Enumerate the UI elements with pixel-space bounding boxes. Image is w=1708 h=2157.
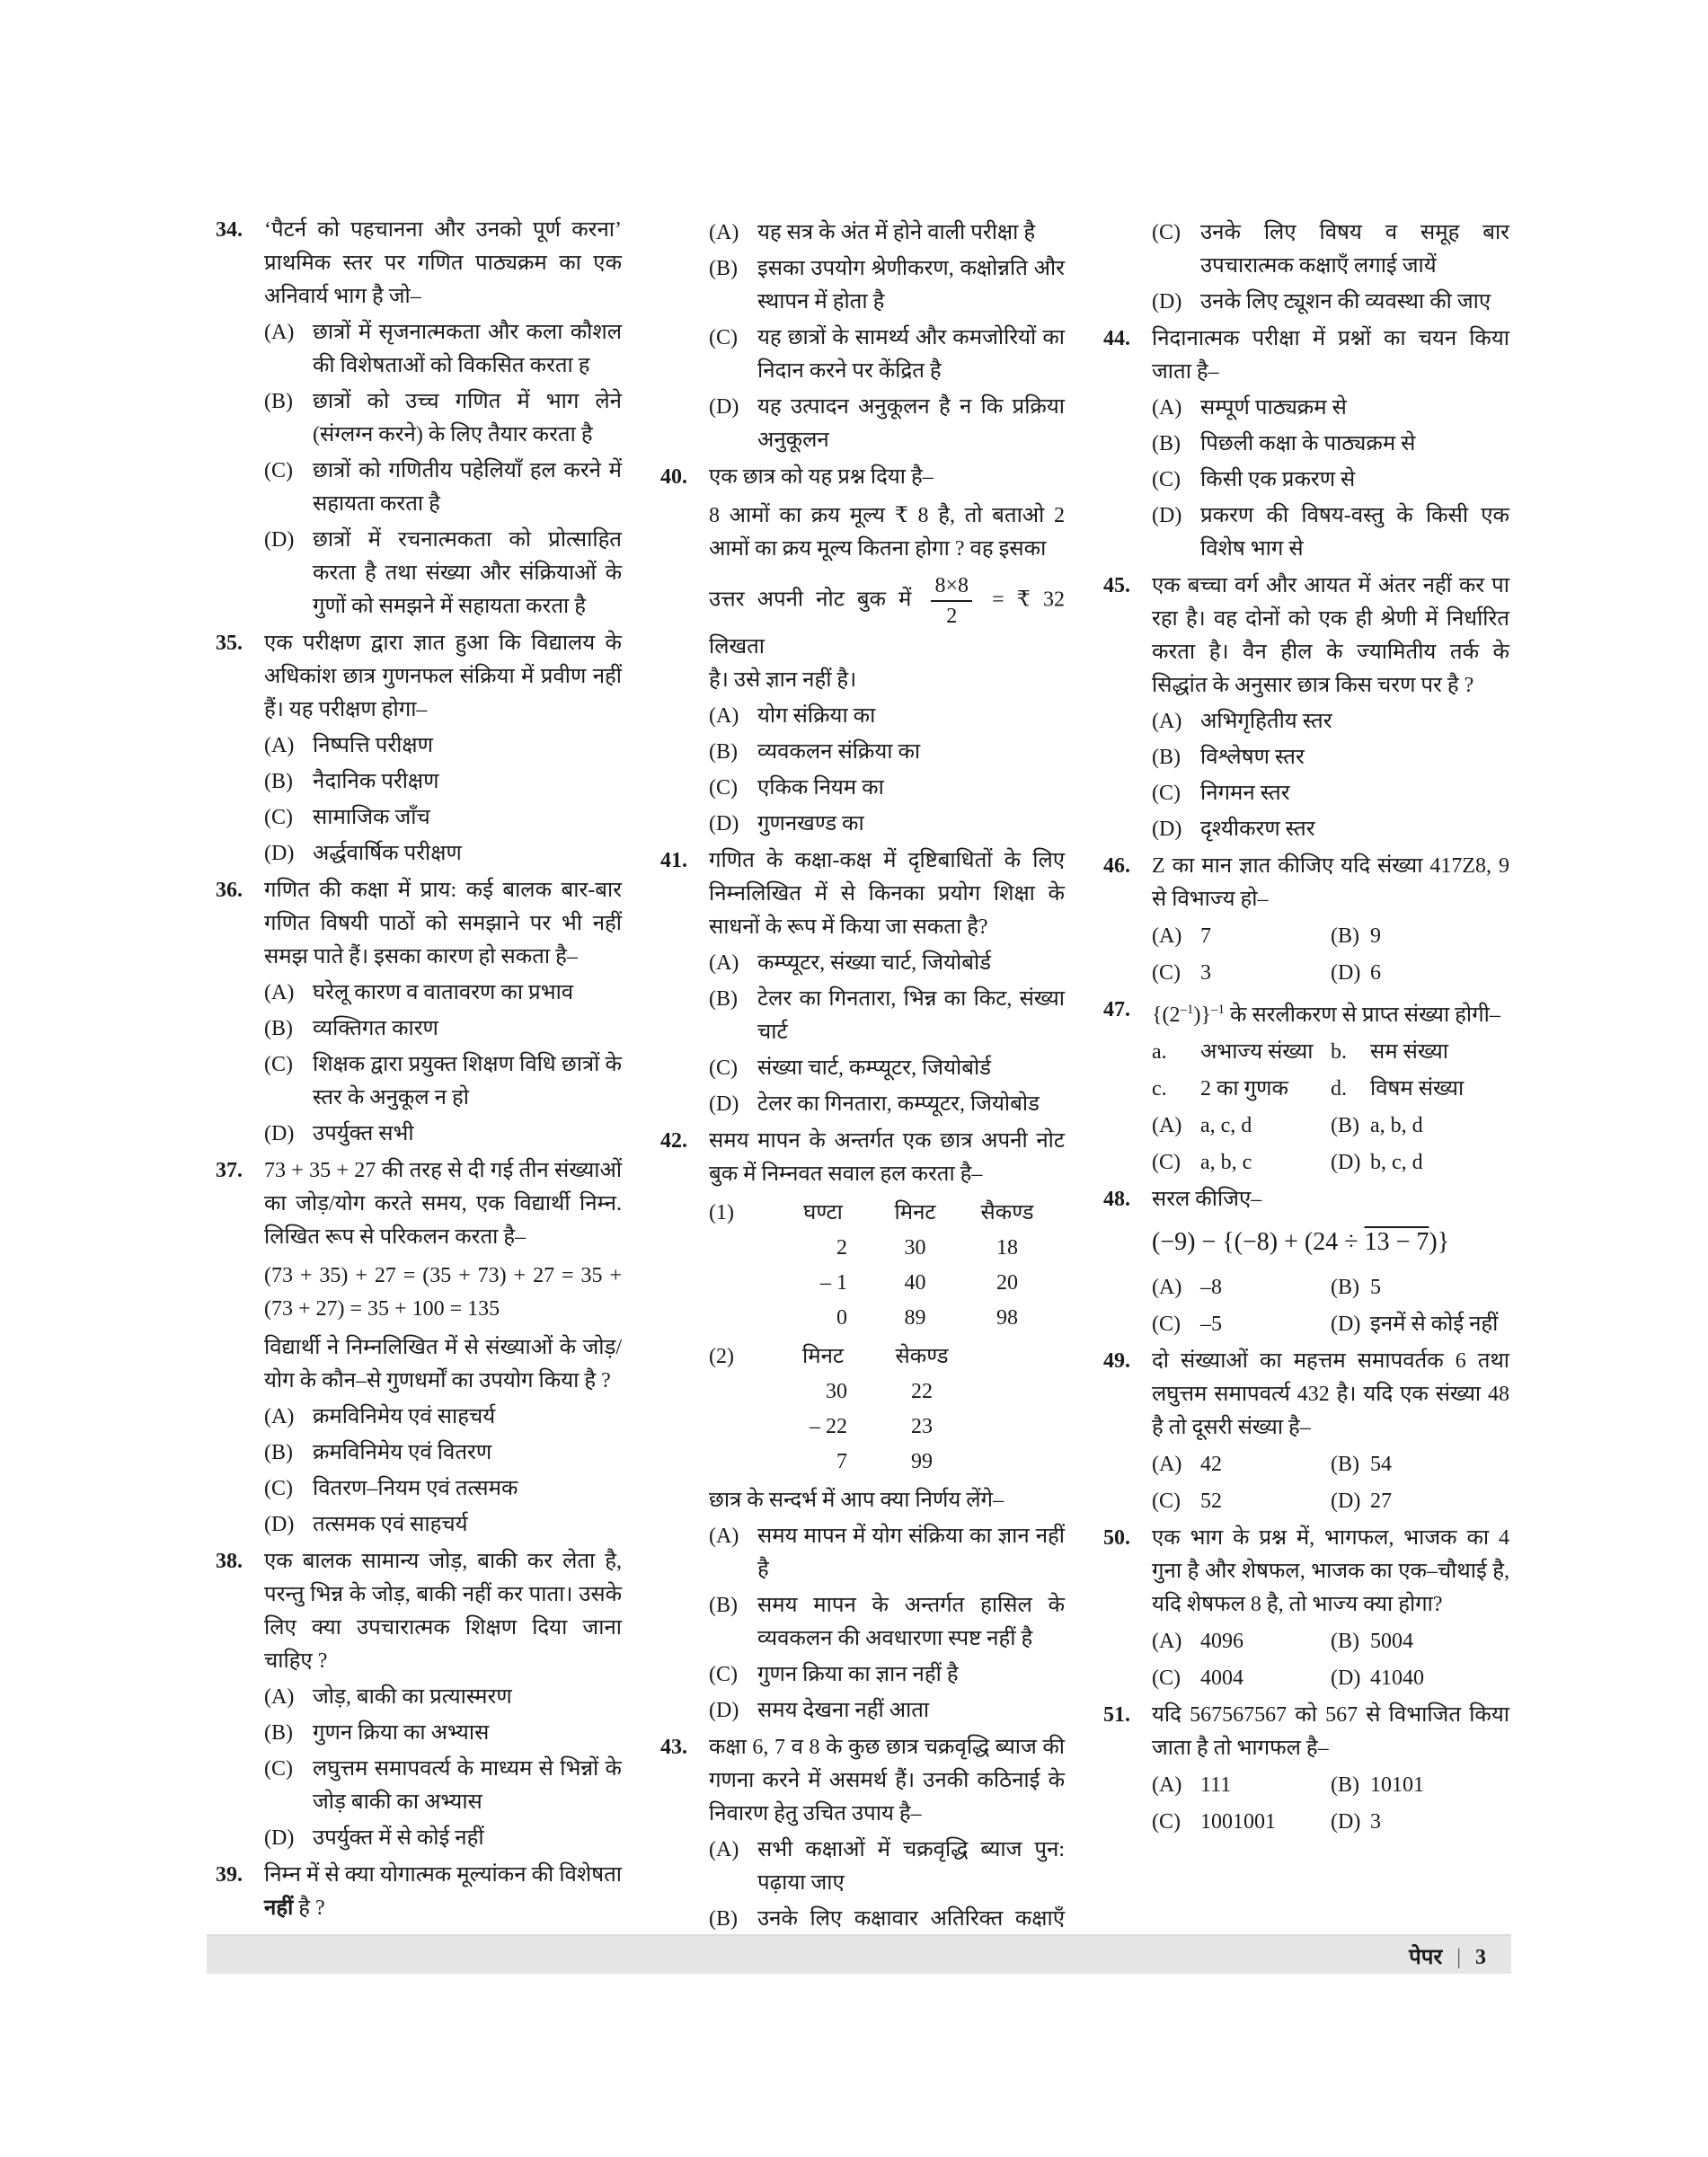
question-subtext: छात्र के सन्दर्भ में आप क्या निर्णय लेंगे– <box>709 1489 1004 1512</box>
option-c[interactable]: (C) छात्रों को गणितीय पहेलियाँ हल करने में सहायता करता है <box>264 459 622 516</box>
statement-d: d. विषम संख्या <box>1331 1077 1465 1101</box>
question-text: $\{(2^{-1})\}^{-1}$ के सरलीकरण से प्राप्त संख्या होगी– <box>1152 1003 1500 1027</box>
column-3 <box>1103 214 1509 1843</box>
question-text: यदि 567567567 को 567 से विभाजित किया जाता है तो भागफल है– <box>1152 1703 1509 1760</box>
statements-grid <box>1152 1036 1509 1106</box>
question-number: 48. <box>1103 1188 1130 1211</box>
column-2 <box>660 214 1065 1973</box>
option-a[interactable]: (A) कम्प्यूटर, संख्या चार्ट, जियोबोर्ड <box>709 951 992 975</box>
question-text: गणित की कक्षा में प्राय: कई बालक बार-बार गणित विषयी पाठों को समझाने पर भी नहीं समझ पाते हैं। इसका कारण हो सकता है– <box>264 879 622 968</box>
options-grid <box>1152 1769 1509 1839</box>
option-a[interactable]: (A) समय मापन में योग संक्रिया का ज्ञान नहीं है <box>709 1525 1065 1581</box>
footer-separator: | <box>1456 1946 1461 1969</box>
option-b[interactable]: (B) क्रमविनिमेय एवं वितरण <box>264 1441 492 1464</box>
option-d[interactable]: (D) दृश्यीकरण स्तर <box>1152 818 1315 841</box>
option-d[interactable]: (D) 41040 <box>1331 1666 1424 1690</box>
question-number: 50. <box>1103 1526 1130 1550</box>
option-b[interactable]: (B) 10101 <box>1331 1773 1424 1797</box>
question-49 <box>1103 1345 1509 1518</box>
option-b[interactable]: (B) इसका उपयोग श्रेणीकरण, कक्षोन्नति और स्थापन में होता है <box>709 257 1065 314</box>
question-text: एक बच्चा वर्ग और आयत में अंतर नहीं कर पा रहा है। वह दोनों को एक ही श्रेणी में निर्धारित करता है। वैन हील के ज्यामितीय तर्क के सिद्धांत के अनुसार छात्र किस चरण पर है ? <box>1152 574 1509 697</box>
question-text: निदानात्मक परीक्षा में प्रश्नों का चयन किया जाता है– <box>1152 327 1509 384</box>
option-c[interactable]: (C) 1001001 <box>1152 1810 1276 1834</box>
option-a[interactable]: (A) यह सत्र के अंत में होने वाली परीक्षा है <box>709 221 1036 244</box>
fraction-numerator: 8×8 <box>931 571 972 602</box>
question-subtext: विद्यार्थी ने निम्नलिखित में से संख्याओं के जोड़/योग के कौन–से गुणधर्मों का उपयोग किया है ? <box>264 1336 622 1392</box>
fraction-denominator: 2 <box>946 605 958 628</box>
option-d[interactable]: (D) उपर्युक्त सभी <box>264 1122 414 1145</box>
table-cell: 23 <box>911 1415 933 1438</box>
option-a[interactable]: (A) क्रमविनिमेय एवं साहचर्य <box>264 1405 496 1428</box>
paper-label: पेपर <box>1409 1946 1443 1969</box>
option-b[interactable]: (B) 5 <box>1331 1276 1381 1299</box>
question-37 <box>216 1154 622 1542</box>
question-text: एक बालक सामान्य जोड़, बाकी कर लेता है, परन्तु भिन्न के जोड़, बाकी नहीं कर पाता। उसके लिए क्या उपचारात्मक शिक्षण दिया जाना चाहिए ? <box>264 1550 622 1673</box>
option-b[interactable]: (B) टेलर का गिनतारा, भिन्न का किट, संख्या चार्ट <box>709 987 1065 1044</box>
expression: (−9) − {(−8) + (24 ÷ 13 − 7)} <box>1152 1228 1450 1256</box>
option-b[interactable]: (B) a, b, d <box>1331 1114 1423 1137</box>
question-number: 38. <box>216 1550 243 1573</box>
option-c[interactable]: (C) लघुत्तम समापवर्त्य के माध्यम से भिन्नों के जोड़ बाकी का अभ्यास <box>264 1757 622 1814</box>
options-grid <box>1152 1448 1509 1518</box>
question-text: Z का मान ज्ञात कीजिए यदि संख्या 417Z8, 9 से विभाज्य हो– <box>1152 854 1509 911</box>
option-d[interactable]: (D) 6 <box>1331 961 1381 985</box>
question-number: 34. <box>216 218 243 242</box>
footer-label <box>1409 1941 1486 1971</box>
option-b[interactable]: (B) गुणन क्रिया का अभ्यास <box>264 1721 490 1745</box>
option-a[interactable]: (A) घरेलू कारण व वातावरण का प्रभाव <box>264 981 574 1004</box>
question-number: 44. <box>1103 327 1130 350</box>
question-39-options <box>660 217 1065 457</box>
table-cell: 30 <box>826 1380 847 1403</box>
question-fraction-line: उत्तर अपनी नोट बुक में $\frac{8\times 8}{2}$ = ₹ 32 लिखता <box>709 571 1065 664</box>
question-number: 46. <box>1103 854 1130 878</box>
table-cell: 7 <box>836 1450 847 1473</box>
option-d[interactable]: (D) समय देखना नहीं आता <box>709 1699 930 1722</box>
option-b[interactable]: (B) नैदानिक परीक्षण <box>264 770 439 793</box>
option-d[interactable]: (D) टेलर का गिनतारा, कम्प्यूटर, जियोबोड <box>709 1092 1040 1116</box>
question-43-options-cont <box>1103 217 1509 319</box>
option-d[interactable]: (D) यह उत्पादन अनुकूलन है न कि प्रक्रिया अनुकूलन <box>709 395 1065 452</box>
statement-a: a. अभाज्य संख्या <box>1152 1040 1314 1064</box>
question-38 <box>216 1545 622 1855</box>
option-b[interactable]: (B) छात्रों को उच्च गणित में भाग लेने (संग्लग्न करने) के लिए तैयार करता है <box>264 390 622 446</box>
option-a[interactable]: (A) अभिगृहितीय स्तर <box>1152 710 1332 733</box>
question-text: एक छात्र को यह प्रश्न दिया है– <box>709 465 934 489</box>
question-40 <box>660 461 1065 841</box>
question-text: समय मापन के अन्तर्गत एक छात्र अपनी नोट बुक में निम्नवत सवाल हल करता है– <box>709 1129 1065 1186</box>
page-footer <box>207 1934 1511 1974</box>
table-header: मिनट <box>802 1345 844 1368</box>
options-grid <box>1152 1109 1509 1180</box>
option-a[interactable]: (A) a, c, d <box>1152 1114 1252 1137</box>
option-c[interactable]: (C) सामाजिक जाँच <box>264 806 430 829</box>
question-number: 36. <box>216 879 243 902</box>
option-a[interactable]: (A) योग संक्रिया का <box>709 704 876 728</box>
question-number: 40. <box>660 465 687 489</box>
question-39 <box>216 1859 622 1925</box>
table-cell: 40 <box>904 1271 926 1295</box>
option-c[interactable]: (C) –5 <box>1152 1313 1222 1336</box>
question-subtext: 8 आमों का क्रय मूल्य ₹ 8 है, तो बताओ 2 आमों का क्रय मूल्य कितना होगा ? वह इसका <box>709 504 1065 561</box>
option-d[interactable]: (D) उपर्युक्त में से कोई नहीं <box>264 1826 484 1850</box>
question-number: 49. <box>1103 1349 1130 1373</box>
options-grid <box>1152 920 1509 990</box>
question-number: 43. <box>660 1736 687 1759</box>
time-table-1 <box>709 1197 1065 1335</box>
options-grid <box>1152 1625 1509 1695</box>
fraction <box>931 571 972 631</box>
option-a[interactable]: (A) सभी कक्षाओं में चक्रवृद्धि ब्याज पुन: पढ़ाया जाए <box>709 1838 1065 1895</box>
table-cell: 99 <box>911 1450 933 1473</box>
option-a[interactable]: (A) –8 <box>1152 1276 1222 1299</box>
option-b[interactable]: (B) समय मापन के अन्तर्गत हासिल के व्यवकलन की अवधारणा स्पष्ट नहीं है <box>709 1594 1065 1650</box>
statement-c: c. 2 का गुणक <box>1152 1077 1288 1101</box>
column-1 <box>216 214 622 1929</box>
option-c[interactable]: (C) संख्या चार्ट, कम्प्यूटर, जियोबोर्ड <box>709 1056 992 1080</box>
option-b[interactable]: (B) विश्लेषण स्तर <box>1152 746 1305 769</box>
option-b[interactable]: (B) 5004 <box>1331 1630 1413 1653</box>
table-cell: 22 <box>911 1380 933 1403</box>
question-text: ‘पैटर्न को पहचानना और उनको पूर्ण करना’ प्राथमिक स्तर पर गणित पाठ्यक्रम का एक अनिवार्य भाग है जो– <box>264 218 622 308</box>
option-d[interactable]: (D) इनमें से कोई नहीं <box>1331 1313 1499 1336</box>
expression: $\{(2^{-1})\}^{-1}$ <box>1152 1003 1226 1027</box>
option-b[interactable]: (B) 54 <box>1331 1453 1392 1476</box>
question-36 <box>216 874 622 1151</box>
table-cell: – 22 <box>810 1415 847 1438</box>
table-cell: 98 <box>996 1306 1018 1330</box>
option-c[interactable]: (C) वितरण–नियम एवं तत्समक <box>264 1477 518 1500</box>
question-48 <box>1103 1183 1509 1341</box>
option-c[interactable]: (C) एकिक नियम का <box>709 776 884 800</box>
option-b[interactable]: (B) व्यक्तिगत कारण <box>264 1017 438 1040</box>
option-a[interactable]: (A) 42 <box>1152 1453 1222 1476</box>
option-b[interactable]: (B) व्यवकलन संक्रिया का <box>709 740 921 764</box>
question-number: 47. <box>1103 998 1130 1021</box>
option-a[interactable]: (A) छात्रों में सृजनात्मकता और कला कौशल की विशेषताओं को विकसित करता ह <box>264 321 622 377</box>
table-cell: 20 <box>996 1271 1018 1295</box>
option-b[interactable]: (B) उनके लिए कक्षावार अतिरिक्त कक्षाएँ <box>709 1907 1065 1931</box>
question-46 <box>1103 850 1509 990</box>
question-number: 51. <box>1103 1703 1130 1727</box>
equation: (73 + 35) + 27 = (35 + 73) + 27 = 35 + (73 + 27) = 35 + 100 = 135 <box>264 1264 622 1321</box>
option-d[interactable]: (D) अर्द्धवार्षिक परीक्षण <box>264 842 462 865</box>
table-cell: 0 <box>836 1306 847 1330</box>
option-c[interactable]: (C) किसी एक प्रकरण से <box>1152 468 1356 491</box>
option-d[interactable]: (D) 3 <box>1331 1810 1381 1834</box>
option-c[interactable]: (C) 3 <box>1152 961 1211 985</box>
question-50 <box>1103 1522 1509 1695</box>
option-a[interactable]: (A) 7 <box>1152 924 1211 948</box>
question-44 <box>1103 323 1509 566</box>
question-number: 37. <box>216 1159 243 1182</box>
table-header: सैकण्ड <box>980 1201 1034 1224</box>
table-label: (1) <box>709 1201 734 1224</box>
option-c[interactable]: (C) उनके लिए विषय व समूह बार उपचारात्मक कक्षाएँ लगाई जायें <box>1152 221 1509 278</box>
question-42 <box>660 1125 1065 1728</box>
option-d[interactable]: (D) 27 <box>1331 1490 1392 1513</box>
table-label: (2) <box>709 1345 734 1368</box>
question-text: सरल कीजिए– <box>1152 1188 1262 1211</box>
table-header: घण्टा <box>803 1201 843 1224</box>
question-number: 41. <box>660 849 687 872</box>
table-cell: – 1 <box>820 1271 847 1295</box>
option-c[interactable]: (C) a, b, c <box>1152 1151 1252 1174</box>
question-text: निम्न में से क्या योगात्मक मूल्यांकन की विशेषता नहीं है ? <box>264 1863 622 1920</box>
question-subtext: है। उसे ज्ञान नहीं है। <box>709 668 857 692</box>
option-d[interactable]: (D) छात्रों में रचनात्मकता को प्रोत्साहित करता है तथा संख्या और संक्रियाओं के गुणों को समझने में सहायता करता है <box>264 528 622 618</box>
option-d[interactable]: (D) b, c, d <box>1331 1151 1423 1174</box>
option-b[interactable]: (B) पिछली कक्षा के पाठ्यक्रम से <box>1152 432 1416 455</box>
question-35 <box>216 627 622 871</box>
table-header: मिनट <box>894 1201 936 1224</box>
page-number: 3 <box>1475 1946 1486 1969</box>
option-a[interactable]: (A) 4096 <box>1152 1630 1243 1653</box>
question-number: 45. <box>1103 574 1130 597</box>
options-grid <box>1152 1271 1509 1341</box>
option-d[interactable]: (D) तत्समक एवं साहचर्य <box>264 1513 468 1536</box>
table-cell: 89 <box>904 1306 926 1330</box>
option-c[interactable]: (C) यह छात्रों के सामर्थ्य और कमजोरियों का निदान करने पर केंद्रित है <box>709 326 1065 383</box>
question-51 <box>1103 1699 1509 1839</box>
question-number: 35. <box>216 632 243 655</box>
option-a[interactable]: (A) 111 <box>1152 1773 1232 1797</box>
question-34 <box>216 214 622 623</box>
question-text: कक्षा 6, 7 व 8 के कुछ छात्र चक्रवृद्धि ब्याज की गणना करने में असमर्थ हैं। उनकी कठिनाई के निवारण हेतु उचित उपाय है– <box>709 1736 1065 1825</box>
question-text: एक भाग के प्रश्न में, भागफल, भाजक का 4 गुना है और शेषफल, भाजक का एक–चौथाई है, यदि शेषफल 8 है, तो भाज्य क्या होगा? <box>1152 1526 1509 1616</box>
option-c[interactable]: (C) निगमन स्तर <box>1152 782 1290 805</box>
question-45 <box>1103 570 1509 846</box>
time-table-2 <box>709 1340 1065 1479</box>
option-d[interactable]: (D) गुणनखण्ड का <box>709 812 864 835</box>
option-b[interactable]: (B) 9 <box>1331 924 1381 948</box>
option-c[interactable]: (C) 52 <box>1152 1490 1222 1513</box>
question-47 <box>1103 994 1509 1180</box>
option-d[interactable]: (D) उनके लिए ट्यूशन की व्यवस्था की जाए <box>1152 290 1491 314</box>
option-c[interactable]: (C) गुणन क्रिया का ज्ञान नहीं है <box>709 1663 959 1686</box>
question-text: दो संख्याओं का महत्तम समापवर्तक 6 तथा लघुत्तम समापवर्त्य 432 है। यदि एक संख्या 48 है तो दूसरी संख्या है– <box>1152 1349 1509 1439</box>
question-text: गणित के कक्षा-कक्ष में दृष्टिबाधितों के लिए निम्नलिखित में से किनका प्रयोग शिक्षा के साधनों के रूप में किया जा सकता है? <box>709 849 1065 939</box>
emphasis-not: नहीं <box>264 1896 294 1920</box>
question-number: 39. <box>216 1863 243 1887</box>
statement-b: b. सम संख्या <box>1331 1040 1448 1064</box>
table-cell: 30 <box>904 1236 926 1260</box>
question-text: एक परीक्षण द्वारा ज्ञात हुआ कि विद्यालय के अधिकांश छात्र गुणनफल संक्रिया में प्रवीण नहीं हैं। यह परीक्षण होगा– <box>264 632 622 721</box>
question-41 <box>660 844 1065 1121</box>
question-text: 73 + 35 + 27 की तरह से दी गई तीन संख्याओं का जोड़/योग करते समय, एक विद्यार्थी निम्न. लिखित रूप से परिकलन करता है– <box>264 1159 622 1249</box>
option-c[interactable]: (C) शिक्षक द्वारा प्रयुक्त शिक्षण विधि छात्रों के स्तर के अनुकूल न हो <box>264 1053 622 1109</box>
option-c[interactable]: (C) 4004 <box>1152 1666 1243 1690</box>
table-cell: 2 <box>836 1236 847 1260</box>
question-number: 42. <box>660 1129 687 1153</box>
option-d[interactable]: (D) प्रकरण की विषय-वस्तु के किसी एक विशेष भाग से <box>1152 504 1509 561</box>
option-a[interactable]: (A) निष्पत्ति परीक्षण <box>264 734 433 757</box>
option-a[interactable]: (A) जोड़, बाकी का प्रत्यास्मरण <box>264 1685 512 1709</box>
table-cell: 18 <box>996 1236 1018 1260</box>
option-a[interactable]: (A) सम्पूर्ण पाठ्यक्रम से <box>1152 396 1347 420</box>
vinculum: 13 − 7 <box>1364 1228 1429 1256</box>
table-header: सेकण्ड <box>895 1345 949 1368</box>
